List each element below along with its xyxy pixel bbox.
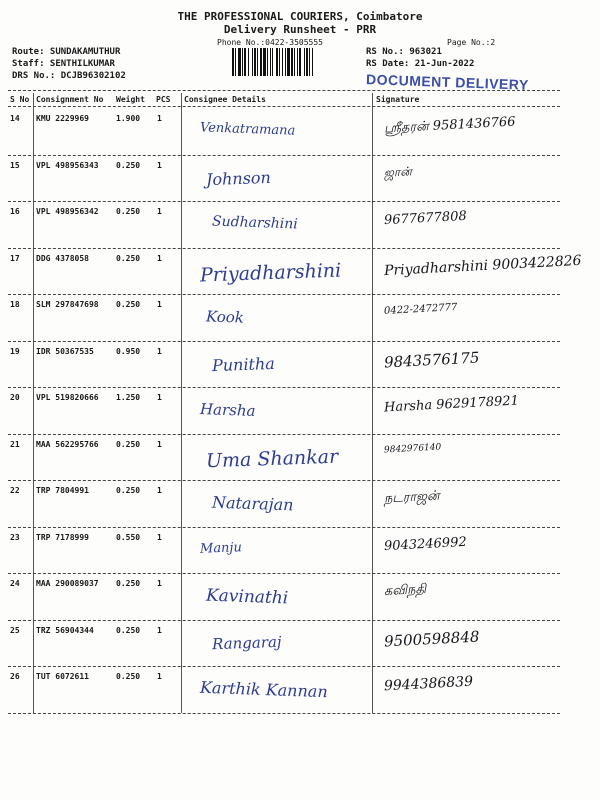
- row-separator: [8, 341, 560, 342]
- row-sno: 21: [10, 439, 20, 449]
- row-consignee-handwritten: Punitha: [211, 353, 276, 375]
- row-pcs: 1: [157, 486, 162, 495]
- row-signature: Harsha 9629178921: [383, 393, 520, 416]
- row-pcs: 1: [157, 672, 162, 681]
- page-number: Page No.:2: [447, 38, 496, 47]
- row-pcs: 1: [157, 625, 162, 635]
- row-pcs: 1: [157, 393, 162, 402]
- col-pcs: PCS: [156, 95, 171, 104]
- row-separator: [8, 294, 560, 295]
- row-consignee-handwritten: Manju: [199, 539, 243, 557]
- row-separator: [8, 248, 560, 249]
- phone-number: Phone No.:0422-3505555: [217, 38, 323, 47]
- row-pcs: 1: [157, 160, 162, 170]
- drs-number: DRS No.: DCJB96302102: [12, 71, 126, 81]
- barcode: [232, 48, 360, 76]
- row-weight: 0.550: [116, 532, 141, 542]
- row-sno: 24: [10, 579, 20, 588]
- rs-number: RS No.: 963021: [366, 47, 442, 57]
- row-sno: 15: [10, 160, 20, 170]
- row-consignment: TRZ 56904344: [36, 625, 94, 635]
- row-consignment: TRP 7804991: [36, 486, 89, 495]
- row-sno: 16: [10, 207, 20, 216]
- row-separator: [8, 620, 560, 621]
- row-consignee-handwritten: Venkatramana: [199, 120, 296, 139]
- staff-label: Staff: SENTHILKUMAR: [12, 59, 115, 69]
- row-consignee-handwritten: Johnson: [205, 167, 272, 189]
- row-separator: [8, 434, 560, 435]
- row-consignment: MAA 290089037: [36, 579, 99, 588]
- row-signature: 9677677808: [383, 208, 468, 229]
- row-sno: 22: [10, 486, 20, 495]
- row-consignment: VPL 498956342: [36, 207, 99, 216]
- row-consignment: SLM 297847698: [36, 300, 99, 309]
- row-pcs: 1: [157, 253, 162, 263]
- row-weight: 1.900: [116, 114, 141, 123]
- row-weight: 0.950: [116, 346, 141, 356]
- row-pcs: 1: [157, 579, 162, 588]
- row-sno: 20: [10, 393, 20, 402]
- row-signature: Priyadharshini 9003422826: [383, 252, 582, 279]
- row-consignment: TUT 6072611: [36, 672, 89, 681]
- col-sno: S No: [10, 95, 30, 104]
- col-weight: Weight: [116, 95, 145, 104]
- row-weight: 0.250: [116, 579, 141, 588]
- row-pcs: 1: [157, 207, 162, 216]
- barcode-bar: [313, 48, 316, 76]
- row-signature: 0422-2472777: [383, 302, 458, 317]
- row-consignee-handwritten: Priyadharshini: [199, 259, 342, 286]
- row-consignee-handwritten: Harsha: [199, 400, 256, 420]
- row-signature: 9500598848: [383, 627, 480, 650]
- row-pcs: 1: [157, 114, 162, 123]
- row-weight: 0.250: [116, 300, 141, 309]
- row-separator: [8, 155, 560, 156]
- row-signature: கவிநதி: [383, 581, 427, 600]
- row-weight: 0.250: [116, 486, 141, 495]
- row-signature: 9843576175: [383, 348, 480, 371]
- row-weight: 0.250: [116, 672, 141, 681]
- row-consignment: VPL 519820666: [36, 393, 99, 402]
- col-consignment: Consignment No: [36, 95, 104, 104]
- header-rule: [8, 106, 560, 107]
- row-separator: [8, 527, 560, 528]
- row-consignee-handwritten: Natarajan: [211, 492, 294, 515]
- row-weight: 1.250: [116, 393, 141, 402]
- row-signature: ஜான்: [383, 163, 413, 180]
- document-delivery-stamp: DOCUMENT DELIVERY: [365, 71, 530, 93]
- row-pcs: 1: [157, 346, 162, 356]
- route-label: Route: SUNDAKAMUTHUR: [12, 47, 121, 57]
- row-weight: 0.250: [116, 207, 141, 216]
- row-consignment: DDG 4378058: [36, 253, 89, 263]
- row-consignment: VPL 498956343: [36, 160, 99, 170]
- row-weight: 0.250: [116, 160, 141, 170]
- row-signature: நடராஜன்: [383, 488, 440, 507]
- row-separator: [8, 387, 560, 388]
- row-separator: [8, 480, 560, 481]
- row-pcs: 1: [157, 439, 162, 449]
- row-consignee-handwritten: Kavinathi: [205, 585, 289, 609]
- row-signature: 9842976140: [383, 442, 442, 455]
- row-consignment: KMU 2229969: [36, 114, 89, 123]
- row-weight: 0.250: [116, 253, 141, 263]
- row-consignee-handwritten: Uma Shankar: [205, 445, 339, 472]
- company-title: THE PROFESSIONAL COURIERS, Coimbatore: [177, 10, 423, 23]
- row-consignee-handwritten: Kook: [205, 307, 245, 327]
- row-sno: 25: [10, 625, 20, 635]
- row-weight: 0.250: [116, 439, 141, 449]
- row-sno: 17: [10, 253, 20, 263]
- row-sno: 26: [10, 672, 20, 681]
- row-separator: [8, 201, 560, 202]
- table-top-rule: [8, 90, 560, 91]
- row-signature: ஸ்ரீதரன் 9581436766: [383, 114, 516, 137]
- row-weight: 0.250: [116, 625, 141, 635]
- col-signature: Signature: [376, 95, 420, 104]
- row-pcs: 1: [157, 532, 162, 542]
- row-separator: [8, 666, 560, 667]
- row-signature: 9043246992: [383, 534, 468, 554]
- row-pcs: 1: [157, 300, 162, 309]
- row-separator: [8, 713, 560, 714]
- row-consignment: MAA 562295766: [36, 439, 99, 449]
- row-consignee-handwritten: Sudharshini: [211, 213, 299, 233]
- rs-date: RS Date: 21-Jun-2022: [366, 59, 475, 69]
- row-consignment: IDR 50367535: [36, 346, 94, 356]
- row-sno: 19: [10, 346, 20, 356]
- sheet-title: Delivery Runsheet - PRR: [223, 23, 377, 36]
- row-sno: 18: [10, 300, 20, 309]
- row-consignee-handwritten: Rangaraj: [211, 632, 282, 653]
- row-sno: 14: [10, 114, 20, 123]
- row-separator: [8, 573, 560, 574]
- row-signature: 9944386839: [383, 673, 474, 695]
- row-consignment: TRP 7178999: [36, 532, 89, 542]
- row-sno: 23: [10, 532, 20, 542]
- col-consignee: Consignee Details: [184, 95, 266, 104]
- row-consignee-handwritten: Karthik Kannan: [199, 677, 329, 702]
